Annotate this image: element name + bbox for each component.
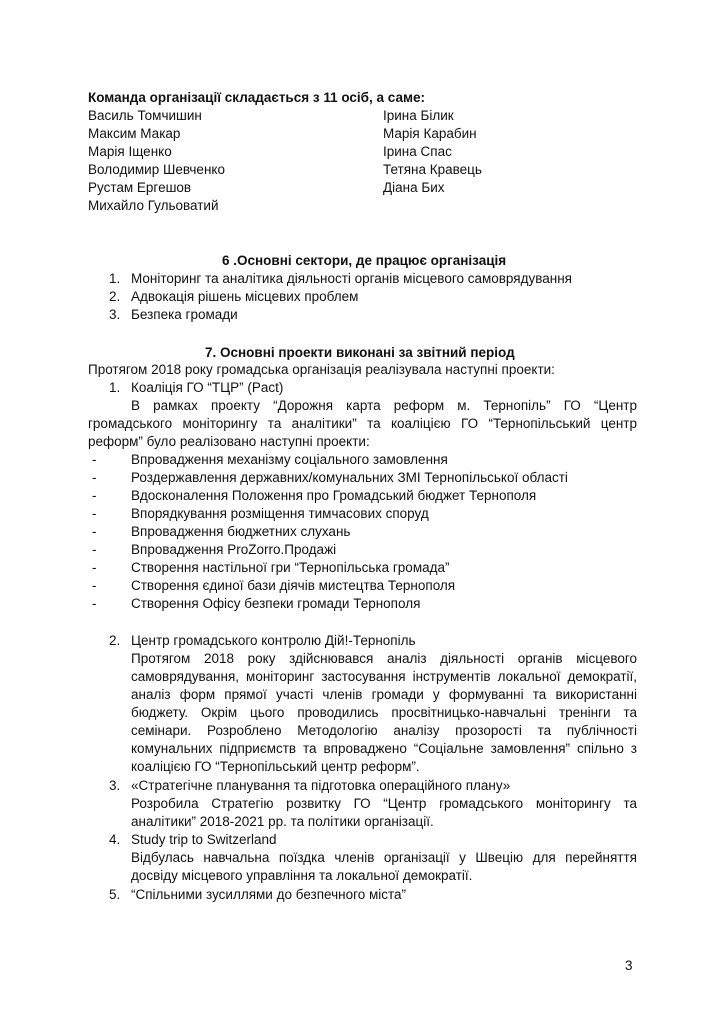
team-member: Рустам Ергешов (88, 180, 192, 195)
team-member: Марія Іщенко (88, 144, 172, 159)
bullet-dash: - (92, 542, 97, 557)
paragraph-line: Протягом 2018 року здійснювався аналіз діяльності органів місцевого (131, 651, 637, 666)
bullet-item: Вдосконалення Положення про Громадський бюджет Тернополя (131, 488, 537, 503)
bullet-dash: - (92, 488, 97, 503)
section-7-heading: 7. Основні проекти виконані за звітний період (205, 345, 515, 360)
project-title: Центр громадського контролю Дій!-Тернопіль (131, 633, 416, 648)
bullet-item: Створення єдиної бази діячів мистецтва Тернополя (131, 578, 456, 593)
list-number: 2. (109, 633, 121, 648)
team-member: Василь Томчишин (88, 108, 202, 123)
bullet-item: Впровадження ProZorro.Продажі (131, 542, 337, 557)
bullet-item: Впровадження механізму соціального замовлення (131, 452, 448, 467)
paragraph-line: Відбулась навчальна поїздка членів організації у Швецію для перейняття (131, 850, 637, 865)
paragraph-line: досвіду місцевого управління та локальної демократії. (131, 868, 473, 883)
bullet-item: Створення настільної гри “Тернопільська громада” (131, 560, 450, 575)
team-member: Тетяна Кравець (383, 162, 482, 177)
section-7-intro: Протягом 2018 року громадська організація реалізувала наступні проекти: (88, 362, 555, 377)
paragraph-line: коаліцією ГО “Тернопільський центр реформ”. (131, 759, 420, 774)
list-item: Безпека громади (131, 307, 238, 322)
paragraph-line: реформ” було реалізовано наступні проекти: (88, 434, 370, 449)
paragraph-line: Розробила Стратегію розвитку ГО “Центр громадського моніторингу та (131, 796, 637, 811)
list-number: 5. (109, 887, 121, 902)
team-heading: Команда організації складається з 11 осіб, а саме: (88, 90, 425, 105)
paragraph-line: бюджету. Окрім цього проводились просвітницько-навчальні тренінги та (131, 705, 637, 720)
paragraph-line: аналіз форм прямої участі членів громади у формуванні та використанні (131, 687, 637, 702)
bullet-dash: - (92, 506, 97, 521)
list-number: 3. (109, 778, 121, 793)
bullet-item: Впровадження бюджетних слухань (131, 524, 351, 539)
team-member: Ірина Білик (383, 108, 454, 123)
project-title: Study trip to Switzerland (131, 832, 277, 847)
paragraph-line: В рамках проекту “Дорожня карта реформ м. Тернопіль” ГО “Центр (131, 398, 637, 413)
bullet-dash: - (92, 596, 97, 611)
list-number: 2. (109, 289, 121, 304)
bullet-dash: - (92, 560, 97, 575)
team-member: Ірина Спас (383, 144, 452, 159)
list-number: 1. (109, 380, 121, 395)
list-number: 4. (109, 832, 121, 847)
list-number: 3. (109, 307, 121, 322)
bullet-item: Впорядкування розміщення тимчасових споруд (131, 506, 429, 521)
team-member: Максим Макар (88, 126, 181, 141)
list-item: Адвокація рішень місцевих проблем (131, 289, 359, 304)
team-member: Володимир Шевченко (88, 162, 225, 177)
section-6-heading: 6 .Основні сектори, де працює організація (222, 253, 507, 268)
bullet-dash: - (92, 524, 97, 539)
team-member: Марія Карабин (383, 126, 477, 141)
team-member: Михайло Гульоватий (88, 198, 219, 213)
bullet-item: Роздержавлення державних/комунальних ЗМІ Тернопільської області (131, 470, 568, 485)
list-item: Моніторинг та аналітика діяльності органів місцевого самоврядування (131, 271, 572, 286)
team-member: Діана Бих (383, 180, 445, 195)
project-title: «Стратегічне планування та підготовка операційного плану» (131, 778, 511, 793)
project-title: “Спільними зусиллями до безпечного міста” (131, 887, 407, 902)
project-title: Коаліція ГО “ТЦР” (Pact) (131, 380, 284, 395)
paragraph-line: громадського моніторингу та аналітики” та коаліцією ГО “Тернопільський центр (88, 416, 637, 431)
paragraph-line: самоврядування, моніторинг застосування інструментів локальної демократії, (131, 669, 637, 684)
list-number: 1. (109, 271, 121, 286)
page-number: 3 (625, 958, 633, 973)
bullet-dash: - (92, 470, 97, 485)
paragraph-line: семінари. Розроблено Методологію аналізу прозорості та публічності (131, 723, 637, 738)
paragraph-line: аналітики” 2018-2021 рр. та політики організації. (131, 814, 434, 829)
bullet-dash: - (92, 452, 97, 467)
bullet-dash: - (92, 578, 97, 593)
paragraph-line: комунальних підприємств та впроваджено “Соціальне замовлення” спільно з (131, 741, 637, 756)
bullet-item: Створення Офісу безпеки громади Тернополя (131, 596, 421, 611)
